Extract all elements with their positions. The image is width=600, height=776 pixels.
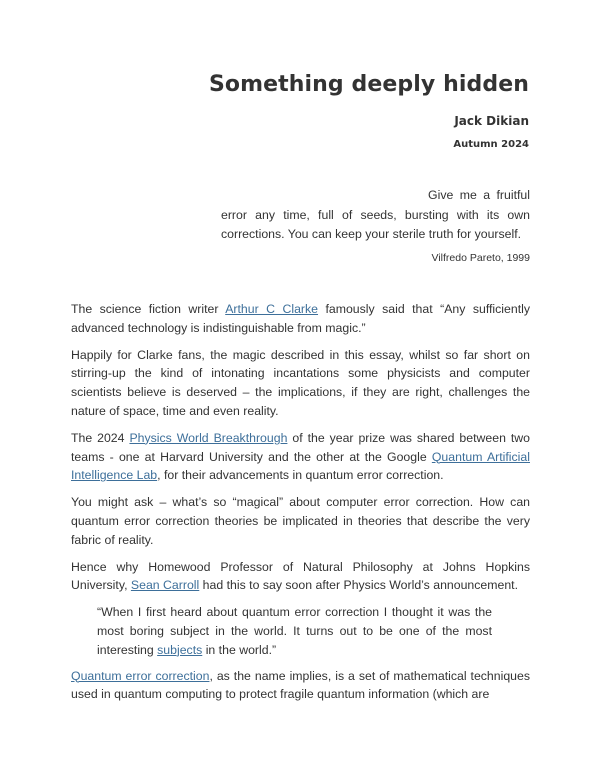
text-run: had this to say soon after Physics World’s announcement. [199,578,519,593]
text-run: in the world.” [202,642,277,657]
epigraph-line: corrections. You can keep your sterile truth for yourself. [221,227,522,241]
text-run: of the year prize was shared between two teams - one at Harvard University and the other at the Google [71,430,530,464]
epigraph-line: Give me a fruitful [428,188,530,202]
paragraph [71,429,530,485]
author-name: Jack Dikian [454,114,529,128]
text-run: The science fiction writer [71,302,226,316]
block-quote [97,603,492,659]
paragraph [71,558,530,596]
text-run: The 2024 [71,430,130,445]
paragraph: You might ask – what’s so “magical” about computer error correction. How can quantum error correction theories be implicated in theories that describe the very fabric of reality. [71,495,530,547]
epigraph-line: error any time, full of seeds, bursting with its own [221,207,530,222]
text-run: famously said that “Any sufficiently advanced technology is indistinguishable from magic.” [71,302,531,335]
page-title: Something deeply hidden [208,72,529,97]
link-physics-world-breakthrough[interactable]: Physics World Breakthrough [129,430,288,445]
paragraph [71,300,530,338]
text-run: “When I first heard about quantum error correction I thought it was the most boring subject in the world. It turns out to be one of the most interesting [97,605,492,657]
link-arthur-c-clarke[interactable]: Arthur C Clarke [225,302,319,316]
text-run: , for their advancements in quantum error correction. [157,468,444,483]
paragraph [71,667,530,705]
article-body [71,300,530,712]
link-quantum-error-correction[interactable]: Quantum error correction [71,668,210,683]
link-sean-carroll[interactable]: Sean Carroll [130,578,200,593]
link-subjects[interactable]: subjects [157,642,203,657]
link-quantum-ai-lab[interactable]: Quantum Artificial Intelligence Lab [71,449,530,483]
paragraph: Happily for Clarke fans, the magic described in this essay, whilst so far short on stirring-up the kind of intonating incantations some physicists and computer scientists believe is deserved – the implications, if they are right, challenges the nature of space, time and even reality. [71,347,530,418]
publication-date: Autumn 2024 [453,139,529,150]
text-run: , as the name implies, is a set of mathematical techniques used in quantum computing to protect fragile quantum information (which are [71,668,531,702]
epigraph-attribution: Vilfredo Pareto, 1999 [431,252,530,264]
epigraph [221,186,530,245]
text-run: Hence why Homewood Professor of Natural Philosophy at Johns Hopkins University, [71,559,530,593]
